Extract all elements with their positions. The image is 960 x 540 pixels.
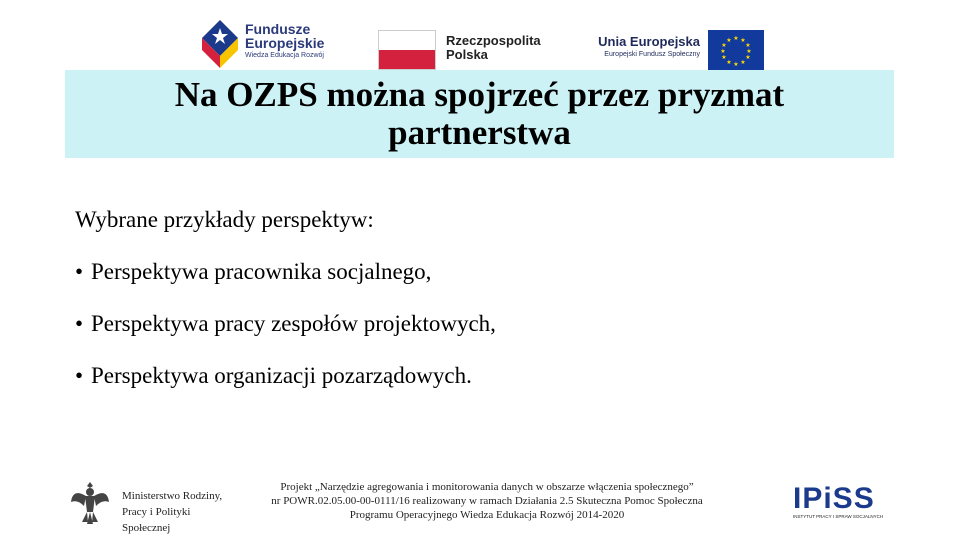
svg-text:★: ★ [721, 54, 727, 61]
ipiss-wordmark: IPiSS [793, 482, 875, 515]
rzeczpospolita-polska-logo [374, 28, 564, 72]
bullet-icon: • [75, 259, 84, 284]
svg-text:★: ★ [720, 48, 726, 55]
ministry-line-1: Ministerstwo Rodziny, [122, 490, 223, 502]
svg-text:★: ★ [745, 54, 751, 61]
project-line-3: Programu Operacyjnego Wiedza Edukacja Rozwój 2014-2020 [349, 509, 625, 521]
svg-text:★: ★ [745, 42, 751, 49]
project-line-2: nr POWR.02.05.00-00-0111/16 realizowany w ramach Działania 2.5 Skuteczna Pomoc Społeczna [271, 495, 703, 507]
svg-text:★: ★ [733, 61, 739, 68]
fundusze-label: Fundusze [245, 21, 311, 37]
list-item [75, 310, 895, 338]
perspectives-list [75, 258, 895, 390]
svg-text:★: ★ [721, 42, 727, 49]
eu-flag-icon [708, 30, 764, 70]
ipiss-subtitle: INSTYTUT PRACY I SPRAW SOCJALNYCH [793, 514, 884, 519]
intro-text: Wybrane przykłady perspektyw: [75, 207, 374, 232]
ministry-logo [70, 476, 240, 534]
bullet-icon: • [75, 311, 84, 336]
slide-content [75, 206, 895, 414]
list-item [75, 258, 895, 286]
list-item-text: Perspektywa organizacji pozarządowych. [91, 363, 472, 388]
project-line-1: Projekt „Narzędzie agregowania i monitorowania danych w obszarze włączenia społecznego” [280, 481, 694, 493]
footer [0, 470, 960, 540]
slide-title-box [65, 70, 894, 158]
ministry-line-2: Pracy i Polityki Społecznej [122, 506, 191, 534]
unia-europejska-logo [578, 30, 768, 72]
svg-text:★: ★ [726, 37, 732, 44]
svg-text:★: ★ [733, 35, 739, 42]
svg-text:★: ★ [746, 48, 752, 55]
slide-title-line-1: Na OZPS można spojrzeć przez pryzmat [174, 75, 785, 114]
bullet-icon: • [75, 363, 84, 388]
rzeczpospolita-label: Rzeczpospolita [446, 33, 541, 48]
europejskie-label: Europejskie [245, 35, 325, 51]
list-item-text: Perspektywa pracy zespołów projektowych, [91, 311, 496, 336]
poland-flag-icon [378, 30, 436, 70]
header-logo-strip [0, 0, 960, 74]
svg-text:★: ★ [726, 59, 732, 66]
unia-europejska-label: Unia Europejska [598, 34, 700, 49]
slide-title-line-2: partnerstwa [388, 113, 571, 152]
efs-label: Europejski Fundusz Społeczny [604, 51, 700, 58]
polska-label: Polska [446, 47, 488, 62]
slide-title [65, 70, 894, 152]
fundusze-europejskie-logo [200, 18, 360, 70]
list-item-text: Perspektywa pracownika socjalnego, [91, 259, 432, 284]
ipiss-logo [793, 484, 897, 524]
polish-eagle-icon [70, 476, 110, 526]
list-item [75, 362, 895, 390]
svg-text:★: ★ [740, 37, 746, 44]
svg-text:★: ★ [740, 59, 746, 66]
fundusze-europejskie-emblem-icon [200, 18, 240, 68]
wiedza-edukacja-rozwoj-label: Wiedza Edukacja Rozwój [245, 52, 324, 59]
project-info [262, 480, 712, 522]
